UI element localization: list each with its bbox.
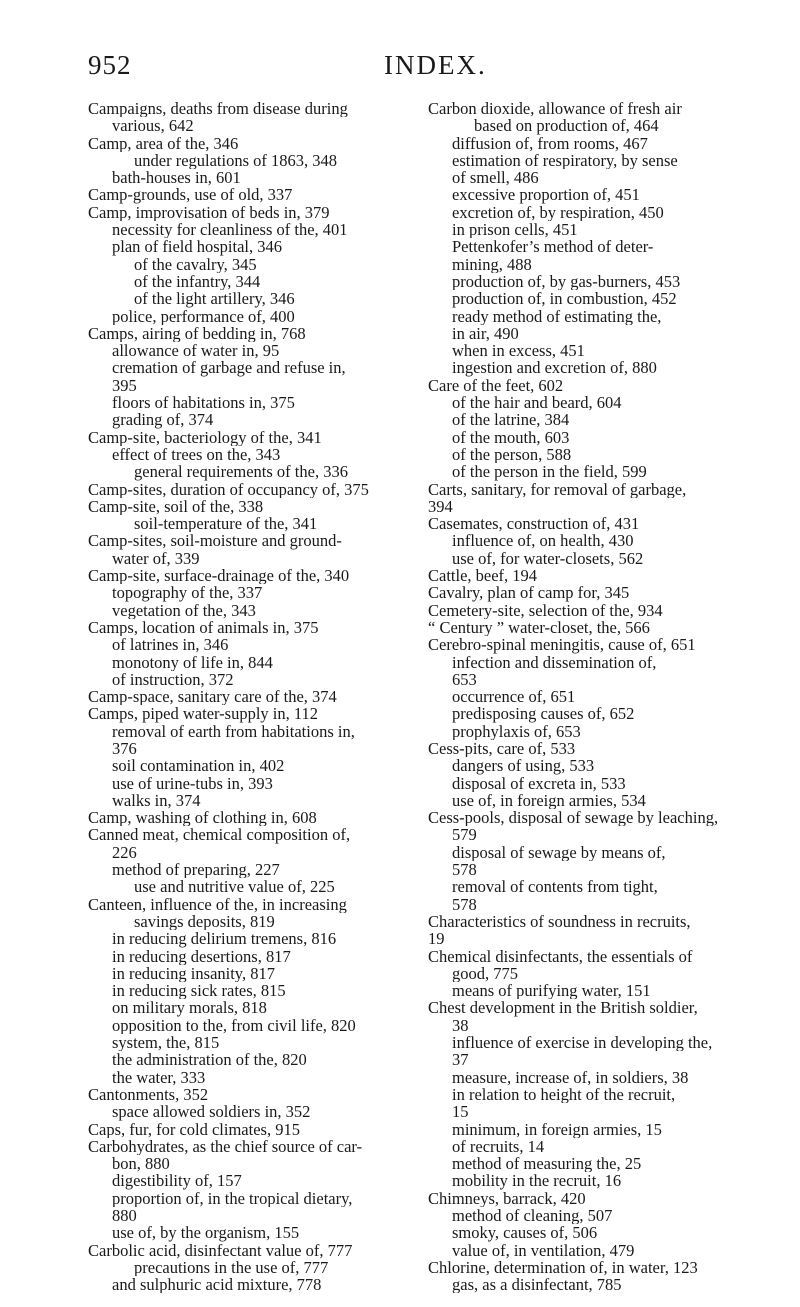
index-subentry: use of urine-tubs in, 393 — [112, 774, 273, 792]
index-subentry: 579 — [452, 826, 477, 844]
index-entry: Camps, piped water-supply in, 112 — [88, 705, 319, 723]
index-subentry: good, 775 — [452, 964, 518, 983]
index-subentry: water of, 339 — [112, 549, 200, 568]
index-entry: Chest development in the British soldier, — [428, 999, 698, 1017]
index-subentry: 37 — [452, 1051, 469, 1069]
index-subentry: disposal of sewage by means of, — [452, 843, 666, 862]
index-subentry: grading of, 374 — [112, 411, 214, 429]
index-entry: Cattle, beef, 194 — [428, 567, 538, 585]
index-subentry: general requirements of the, 336 — [134, 463, 348, 481]
index-subentry: disposal of excreta in, 533 — [452, 774, 626, 792]
index-subentry: allowance of water in, 95 — [112, 342, 280, 360]
index-column-left — [88, 100, 406, 1293]
index-entry: Cess-pits, care of, 533 — [428, 739, 576, 758]
index-entry: Camp, area of the, 346 — [88, 134, 239, 152]
index-subentry: removal of contents from tight, — [452, 878, 658, 896]
index-subentry: gas, as a disinfectant, 785 — [452, 1276, 622, 1294]
index-entry: Canteen, influence of the, in increasing — [88, 895, 347, 913]
index-subentry: walks in, 374 — [112, 791, 201, 810]
index-entry: Chlorine, determination of, in water, 123 — [428, 1258, 698, 1277]
index-entry: Cess-pools, disposal of sewage by leaching, — [428, 809, 719, 827]
index-subentry: monotony of life in, 844 — [112, 653, 273, 671]
page-number: 952 — [88, 50, 132, 80]
index-subentry: use of, in foreign armies, 534 — [452, 791, 646, 810]
index-entry: Camps, location of animals in, 375 — [88, 618, 319, 637]
index-entry: Camp-space, sanitary care of the, 374 — [88, 688, 337, 706]
index-subentry: dangers of using, 533 — [452, 757, 595, 775]
index-subentry: of the latrine, 384 — [452, 411, 570, 429]
index-subentry: method of preparing, 227 — [112, 861, 280, 879]
index-subentry: production of, by gas-burners, 453 — [452, 272, 681, 291]
index-subentry: of the person, 588 — [452, 445, 572, 464]
index-entry: Campaigns, deaths from disease during — [88, 100, 348, 118]
index-subentry: based on production of, 464 — [474, 117, 659, 135]
page-title: INDEX. — [384, 50, 487, 80]
index-subentry: 226 — [112, 843, 137, 862]
index-subentry: means of purifying water, 151 — [452, 982, 651, 1000]
index-subentry: under regulations of 1863, 348 — [134, 151, 338, 170]
index-subentry: mining, 488 — [452, 255, 532, 273]
index-subentry: 880 — [112, 1207, 137, 1225]
index-subentry: 578 — [452, 895, 477, 913]
index-subentry: bath-houses in, 601 — [112, 169, 241, 187]
index-entry: Camp-site, bacteriology of the, 341 — [88, 428, 322, 446]
index-entry: Carts, sanitary, for removal of garbage, — [428, 480, 687, 498]
index-subentry: various, 642 — [112, 117, 194, 135]
index-subentry: diffusion of, from rooms, 467 — [452, 134, 648, 152]
index-subentry: ingestion and excretion of, 880 — [452, 359, 657, 377]
index-subentry: police, performance of, 400 — [112, 307, 295, 325]
index-entry: Chimneys, barrack, 420 — [428, 1189, 586, 1207]
index-subentry: topography of the, 337 — [112, 584, 263, 602]
index-subentry: in reducing delirium tremens, 816 — [112, 930, 337, 948]
index-entry: Cerebro-spinal meningitis, cause of, 651 — [428, 636, 696, 654]
index-entry: Care of the feet, 602 — [428, 376, 564, 395]
index-subentry: occurrence of, 651 — [452, 688, 576, 706]
index-entry: 19 — [428, 930, 445, 948]
index-subentry: the administration of the, 820 — [112, 1051, 307, 1069]
index-subentry: in reducing desertions, 817 — [112, 947, 291, 965]
index-subentry: use of, by the organism, 155 — [112, 1224, 300, 1242]
index-subentry: necessity for cleanliness of the, 401 — [112, 221, 348, 239]
index-entry: Casemates, construction of, 431 — [428, 515, 640, 533]
index-entry: 394 — [428, 497, 453, 516]
index-subentry: value of, in ventilation, 479 — [452, 1241, 635, 1259]
index-subentry: 395 — [112, 376, 137, 395]
index-subentry: precautions in the use of, 777 — [134, 1258, 329, 1277]
index-subentry: 578 — [452, 861, 477, 879]
index-subentry: production of, in combustion, 452 — [452, 290, 677, 308]
index-entry: Camp-sites, soil-moisture and ground- — [88, 532, 342, 550]
index-subentry: infection and dissemination of, — [452, 653, 657, 671]
index-subentry: system, the, 815 — [112, 1034, 220, 1052]
index-subentry: method of measuring the, 25 — [452, 1155, 642, 1173]
index-subentry: estimation of respiratory, by sense — [452, 151, 678, 170]
index-subentry: of the person in the field, 599 — [452, 463, 647, 481]
index-subentry: method of cleaning, 507 — [452, 1207, 613, 1225]
index-subentry: excessive proportion of, 451 — [452, 186, 640, 204]
index-entry: Chemical disinfectants, the essentials of — [428, 947, 693, 965]
index-subentry: 653 — [452, 670, 477, 689]
index-subentry: use of, for water-closets, 562 — [452, 549, 644, 568]
index-subentry: in relation to height of the recruit, — [452, 1085, 676, 1104]
index-subentry: in air, 490 — [452, 324, 519, 343]
index-subentry: of latrines in, 346 — [112, 636, 229, 654]
index-subentry: of smell, 486 — [452, 169, 539, 187]
index-subentry: predisposing causes of, 652 — [452, 705, 635, 723]
index-subentry: in reducing sick rates, 815 — [112, 982, 286, 1000]
index-subentry: prophylaxis of, 653 — [452, 722, 581, 740]
index-subentry: soil-temperature of the, 341 — [134, 515, 318, 533]
index-subentry: Pettenkofer’s method of deter- — [452, 238, 654, 256]
index-entry: Camp-sites, duration of occupancy of, 375 — [88, 480, 369, 498]
index-subentry: effect of trees on the, 343 — [112, 445, 281, 464]
index-entry: Camp-site, soil of the, 338 — [88, 497, 264, 516]
index-subentry: influence of exercise in developing the, — [452, 1034, 713, 1052]
index-subentry: of instruction, 372 — [112, 670, 234, 689]
index-subentry: of the light artillery, 346 — [134, 290, 295, 308]
index-subentry: digestibility of, 157 — [112, 1172, 242, 1190]
index-entry: Camps, airing of bedding in, 768 — [88, 324, 306, 343]
index-subentry: plan of field hospital, 346 — [112, 238, 283, 256]
index-subentry: of the infantry, 344 — [134, 272, 261, 291]
index-subentry: space allowed soldiers in, 352 — [112, 1103, 311, 1121]
index-subentry: floors of habitations in, 375 — [112, 394, 295, 412]
page-header — [88, 42, 728, 82]
index-subentry: removal of earth from habitations in, — [112, 722, 355, 740]
index-subentry: excretion of, by respiration, 450 — [452, 203, 664, 222]
index-subentry: of the mouth, 603 — [452, 428, 570, 446]
index-subentry: cremation of garbage and refuse in, — [112, 359, 346, 377]
index-subentry: and sulphuric acid mixture, 778 — [112, 1276, 322, 1294]
index-subentry: of the hair and beard, 604 — [452, 394, 622, 412]
index-subentry: mobility in the recruit, 16 — [452, 1172, 622, 1190]
index-entry: Caps, fur, for cold climates, 915 — [88, 1120, 300, 1138]
index-entry: Canned meat, chemical composition of, — [88, 826, 351, 844]
index-entry: Camp, washing of clothing in, 608 — [88, 809, 317, 827]
index-entry: Cantonments, 352 — [88, 1085, 209, 1104]
index-subentry: opposition to the, from civil life, 820 — [112, 1016, 356, 1035]
index-subentry: minimum, in foreign armies, 15 — [452, 1120, 662, 1138]
index-subentry: on military morals, 818 — [112, 999, 267, 1017]
index-entry: Carbon dioxide, allowance of fresh air — [428, 100, 682, 118]
index-entry: Cemetery-site, selection of the, 934 — [428, 601, 663, 619]
index-entry: Camp-site, surface-drainage of the, 340 — [88, 567, 350, 585]
index-subentry: ready method of estimating the, — [452, 307, 662, 325]
index-subentry: of the cavalry, 345 — [134, 255, 257, 273]
index-column-right — [428, 100, 766, 1293]
index-subentry: smoky, causes of, 506 — [452, 1224, 598, 1242]
index-entry: Camp-grounds, use of old, 337 — [88, 186, 293, 204]
index-subentry: in reducing insanity, 817 — [112, 964, 275, 983]
index-subentry: 376 — [112, 739, 137, 758]
index-subentry: proportion of, in the tropical dietary, — [112, 1189, 353, 1207]
index-entry: Cavalry, plan of camp for, 345 — [428, 584, 630, 602]
index-subentry: the water, 333 — [112, 1068, 206, 1086]
index-subentry: savings deposits, 819 — [134, 912, 275, 931]
index-entry: Camp, improvisation of beds in, 379 — [88, 203, 330, 222]
index-subentry: of recruits, 14 — [452, 1137, 545, 1156]
index-entry: Characteristics of soundness in recruits, — [428, 912, 691, 931]
index-subentry: use and nutritive value of, 225 — [134, 878, 335, 896]
index-subentry: 38 — [452, 1016, 469, 1035]
index-subentry: in prison cells, 451 — [452, 221, 578, 239]
index-subentry: bon, 880 — [112, 1155, 170, 1173]
index-entry: “ Century ” water-closet, the, 566 — [428, 618, 650, 637]
index-entry: Carbolic acid, disinfectant value of, 777 — [88, 1241, 353, 1259]
index-subentry: influence of, on health, 430 — [452, 532, 634, 550]
index-subentry: 15 — [452, 1103, 469, 1121]
index-subentry: soil contamination in, 402 — [112, 757, 285, 775]
index-entry: Carbohydrates, as the chief source of car- — [88, 1137, 363, 1156]
index-subentry: measure, increase of, in soldiers, 38 — [452, 1068, 689, 1086]
index-subentry: when in excess, 451 — [452, 342, 585, 360]
index-subentry: vegetation of the, 343 — [112, 601, 256, 619]
